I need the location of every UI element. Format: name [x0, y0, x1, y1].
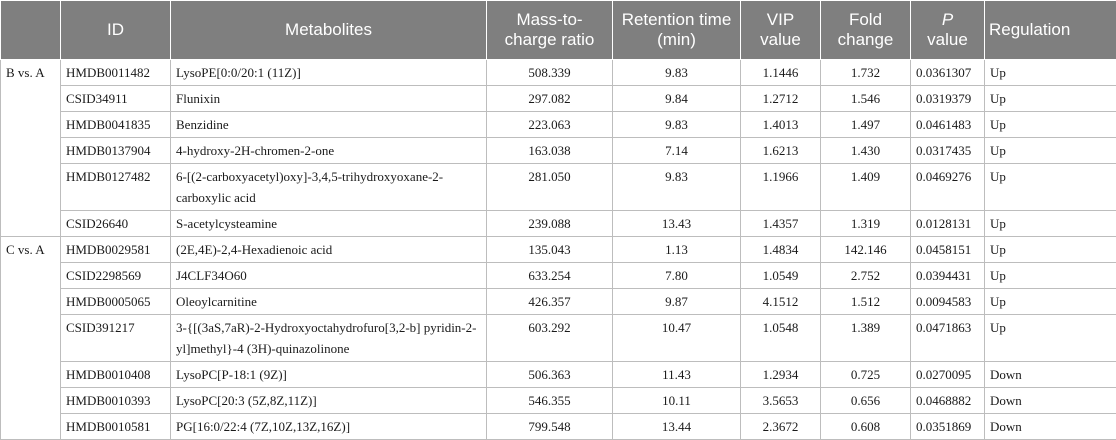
cell-metabolite: LysoPC[20:3 (5Z,8Z,11Z)]: [171, 388, 487, 414]
table-row: [1, 138, 1116, 164]
cell-p-value: 0.0128131: [911, 211, 985, 237]
cell-retention-time: 10.11: [613, 388, 741, 414]
cell-p-value: 0.0469276: [911, 164, 985, 211]
table-row: [1, 263, 1116, 289]
cell-mass-to-charge: 633.254: [487, 263, 613, 289]
cell-id: CSID26640: [61, 211, 171, 237]
table-row: [1, 362, 1116, 388]
cell-retention-time: 10.47: [613, 315, 741, 362]
cell-retention-time: 13.43: [613, 211, 741, 237]
cell-metabolite: J4CLF34O60: [171, 263, 487, 289]
cell-vip: 2.3672: [741, 414, 821, 440]
cell-retention-time: 9.83: [613, 112, 741, 138]
cell-retention-time: 9.83: [613, 60, 741, 86]
cell-retention-time: 9.87: [613, 289, 741, 315]
table-row: [1, 60, 1116, 86]
cell-regulation: Up: [985, 315, 1116, 362]
cell-metabolite: Oleoylcarnitine: [171, 289, 487, 315]
cell-regulation: Down: [985, 388, 1116, 414]
cell-p-value: 0.0319379: [911, 86, 985, 112]
cell-retention-time: 1.13: [613, 237, 741, 263]
cell-id: CSID2298569: [61, 263, 171, 289]
cell-regulation: Down: [985, 362, 1116, 388]
table-row: [1, 237, 1116, 263]
cell-p-value: 0.0270095: [911, 362, 985, 388]
cell-p-value: 0.0361307: [911, 60, 985, 86]
cell-vip: 4.1512: [741, 289, 821, 315]
cell-vip: 1.1446: [741, 60, 821, 86]
cell-retention-time: 13.44: [613, 414, 741, 440]
header-metabolites: Metabolites: [171, 1, 487, 60]
cell-vip: 1.0549: [741, 263, 821, 289]
cell-regulation: Up: [985, 112, 1116, 138]
cell-mass-to-charge: 281.050: [487, 164, 613, 211]
header-id: ID: [61, 1, 171, 60]
cell-id: HMDB0041835: [61, 112, 171, 138]
table-row: [1, 86, 1116, 112]
cell-vip: 1.0548: [741, 315, 821, 362]
cell-id: CSID391217: [61, 315, 171, 362]
cell-id: HMDB0029581: [61, 237, 171, 263]
table-row: [1, 414, 1116, 440]
cell-fold-change: 1.512: [821, 289, 911, 315]
cell-mass-to-charge: 135.043: [487, 237, 613, 263]
cell-id: HMDB0137904: [61, 138, 171, 164]
table-row: [1, 388, 1116, 414]
cell-p-value: 0.0351869: [911, 414, 985, 440]
table-row: [1, 211, 1116, 237]
cell-group-label: C vs. A: [1, 237, 61, 440]
cell-id: HMDB0010581: [61, 414, 171, 440]
table-row: [1, 289, 1116, 315]
cell-fold-change: 0.725: [821, 362, 911, 388]
cell-vip: 1.6213: [741, 138, 821, 164]
header-p-rest: value: [927, 30, 968, 49]
cell-fold-change: 1.430: [821, 138, 911, 164]
header-row: [1, 1, 1116, 60]
cell-fold-change: 1.546: [821, 86, 911, 112]
cell-metabolite: 6-[(2-carboxyacetyl)oxy]-3,4,5-trihydroxyoxane-2-carboxylic acid: [171, 164, 487, 211]
cell-metabolite: LysoPC[P-18:1 (9Z)]: [171, 362, 487, 388]
cell-fold-change: 2.752: [821, 263, 911, 289]
cell-vip: 3.5653: [741, 388, 821, 414]
cell-vip: 1.4357: [741, 211, 821, 237]
cell-regulation: Up: [985, 263, 1116, 289]
cell-metabolite: Flunixin: [171, 86, 487, 112]
header-retention-time: Retention time (min): [613, 1, 741, 60]
cell-fold-change: 1.497: [821, 112, 911, 138]
cell-metabolite: (2E,4E)-2,4-Hexadienoic acid: [171, 237, 487, 263]
cell-regulation: Up: [985, 60, 1116, 86]
cell-fold-change: 142.146: [821, 237, 911, 263]
cell-vip: 1.1966: [741, 164, 821, 211]
cell-fold-change: 1.409: [821, 164, 911, 211]
cell-mass-to-charge: 163.038: [487, 138, 613, 164]
cell-retention-time: 11.43: [613, 362, 741, 388]
cell-p-value: 0.0471863: [911, 315, 985, 362]
cell-mass-to-charge: 603.292: [487, 315, 613, 362]
cell-mass-to-charge: 546.355: [487, 388, 613, 414]
cell-mass-to-charge: 239.088: [487, 211, 613, 237]
header-regulation: Regulation: [985, 1, 1116, 60]
table-body: [1, 60, 1116, 440]
header-mass-to-charge: Mass-to-charge ratio: [487, 1, 613, 60]
cell-regulation: Up: [985, 164, 1116, 211]
cell-id: HMDB0010393: [61, 388, 171, 414]
header-vip: VIP value: [741, 1, 821, 60]
cell-p-value: 0.0458151: [911, 237, 985, 263]
header-group: [1, 1, 61, 60]
cell-mass-to-charge: 223.063: [487, 112, 613, 138]
cell-p-value: 0.0394431: [911, 263, 985, 289]
cell-metabolite: 3-{[(3aS,7aR)-2-Hydroxyoctahydrofuro[3,2-b] pyridin-2-yl]methyl}-4 (3H)-quinazolinone: [171, 315, 487, 362]
cell-metabolite: S-acetylcysteamine: [171, 211, 487, 237]
cell-retention-time: 7.14: [613, 138, 741, 164]
cell-retention-time: 9.83: [613, 164, 741, 211]
cell-fold-change: 1.389: [821, 315, 911, 362]
cell-vip: 1.4834: [741, 237, 821, 263]
cell-group-label: B vs. A: [1, 60, 61, 237]
cell-metabolite: LysoPE[0:0/20:1 (11Z)]: [171, 60, 487, 86]
cell-metabolite: PG[16:0/22:4 (7Z,10Z,13Z,16Z)]: [171, 414, 487, 440]
cell-fold-change: 0.608: [821, 414, 911, 440]
cell-vip: 1.2934: [741, 362, 821, 388]
cell-regulation: Up: [985, 211, 1116, 237]
cell-metabolite: 4-hydroxy-2H-chromen-2-one: [171, 138, 487, 164]
cell-id: HMDB0127482: [61, 164, 171, 211]
cell-id: CSID34911: [61, 86, 171, 112]
cell-p-value: 0.0461483: [911, 112, 985, 138]
cell-regulation: Up: [985, 237, 1116, 263]
cell-p-value: 0.0317435: [911, 138, 985, 164]
cell-regulation: Down: [985, 414, 1116, 440]
cell-p-value: 0.0094583: [911, 289, 985, 315]
cell-mass-to-charge: 508.339: [487, 60, 613, 86]
table-row: [1, 164, 1116, 211]
header-p-value: [911, 1, 985, 60]
cell-id: HMDB0011482: [61, 60, 171, 86]
cell-mass-to-charge: 506.363: [487, 362, 613, 388]
cell-retention-time: 9.84: [613, 86, 741, 112]
cell-id: HMDB0010408: [61, 362, 171, 388]
header-p-italic: P: [942, 10, 953, 29]
cell-mass-to-charge: 297.082: [487, 86, 613, 112]
cell-regulation: Up: [985, 289, 1116, 315]
cell-id: HMDB0005065: [61, 289, 171, 315]
table-row: [1, 112, 1116, 138]
cell-p-value: 0.0468882: [911, 388, 985, 414]
cell-retention-time: 7.80: [613, 263, 741, 289]
cell-fold-change: 1.732: [821, 60, 911, 86]
cell-regulation: Up: [985, 86, 1116, 112]
cell-mass-to-charge: 799.548: [487, 414, 613, 440]
cell-vip: 1.2712: [741, 86, 821, 112]
cell-vip: 1.4013: [741, 112, 821, 138]
cell-metabolite: Benzidine: [171, 112, 487, 138]
table-row: [1, 315, 1116, 362]
cell-regulation: Up: [985, 138, 1116, 164]
cell-fold-change: 0.656: [821, 388, 911, 414]
cell-fold-change: 1.319: [821, 211, 911, 237]
cell-mass-to-charge: 426.357: [487, 289, 613, 315]
header-fold-change: Fold change: [821, 1, 911, 60]
